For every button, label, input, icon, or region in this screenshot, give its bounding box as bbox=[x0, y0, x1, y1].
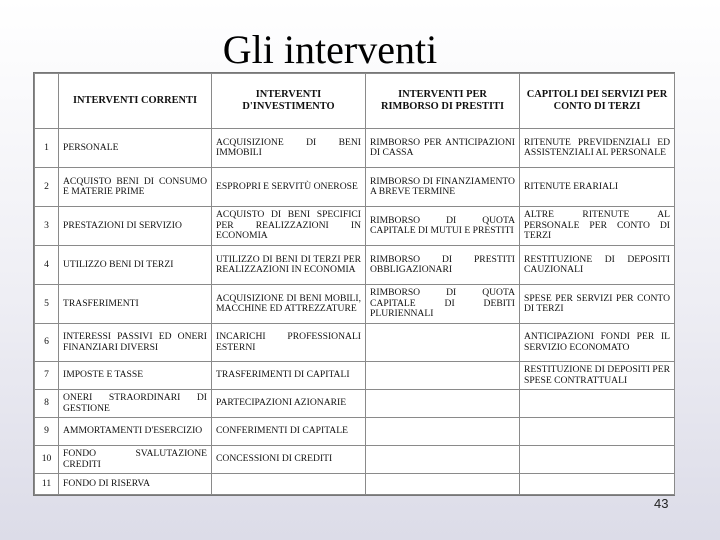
table-row bbox=[35, 207, 675, 246]
header-interventi-correnti: INTERVENTI CORRENTI bbox=[59, 74, 212, 129]
cell-interventi-investimento bbox=[212, 474, 366, 495]
table-row bbox=[35, 129, 675, 168]
cell-interventi-correnti: IMPOSTE E TASSE bbox=[59, 362, 212, 390]
table-row bbox=[35, 446, 675, 474]
table-row bbox=[35, 418, 675, 446]
table-row bbox=[35, 246, 675, 285]
cell-interventi-investimento: ACQUISTO DI BENI SPECIFICI PER REALIZZAZIONI IN ECONOMIA bbox=[212, 207, 366, 246]
row-number: 8 bbox=[35, 390, 59, 418]
table-row bbox=[35, 285, 675, 324]
cell-servizi-conto-terzi: SPESE PER SERVIZI PER CONTO DI TERZI bbox=[520, 285, 675, 324]
cell-servizi-conto-terzi bbox=[520, 418, 675, 446]
cell-interventi-investimento: CONCESSIONI DI CREDITI bbox=[212, 446, 366, 474]
cell-interventi-investimento: PARTECIPAZIONI AZIONARIE bbox=[212, 390, 366, 418]
header-interventi-rimborso-prestiti: INTERVENTI PER RIMBORSO DI PRESTITI bbox=[366, 74, 520, 129]
cell-servizi-conto-terzi bbox=[520, 446, 675, 474]
cell-interventi-correnti: UTILIZZO BENI DI TERZI bbox=[59, 246, 212, 285]
header-capitoli-servizi-terzi: CAPITOLI DEI SERVIZI PER CONTO DI TERZI bbox=[520, 74, 675, 129]
row-number: 9 bbox=[35, 418, 59, 446]
table-body bbox=[35, 129, 675, 495]
cell-rimborso-prestiti: RIMBORSO DI QUOTA CAPITALE DI DEBITI PLURIENNALI bbox=[366, 285, 520, 324]
cell-rimborso-prestiti: RIMBORSO DI QUOTA CAPITALE DI MUTUI E PRESTITI bbox=[366, 207, 520, 246]
cell-interventi-investimento: INCARICHI PROFESSIONALI ESTERNI bbox=[212, 324, 366, 362]
table-row bbox=[35, 474, 675, 495]
table-row bbox=[35, 168, 675, 207]
row-number: 1 bbox=[35, 129, 59, 168]
cell-interventi-correnti: TRASFERIMENTI bbox=[59, 285, 212, 324]
cell-rimborso-prestiti: RIMBORSO PER ANTICIPAZIONI DI CASSA bbox=[366, 129, 520, 168]
row-number: 4 bbox=[35, 246, 59, 285]
row-number: 11 bbox=[35, 474, 59, 495]
cell-interventi-correnti: FONDO DI RISERVA bbox=[59, 474, 212, 495]
row-number: 3 bbox=[35, 207, 59, 246]
cell-rimborso-prestiti: RIMBORSO DI PRESTITI OBBLIGAZIONARI bbox=[366, 246, 520, 285]
cell-interventi-correnti: PRESTAZIONI DI SERVIZIO bbox=[59, 207, 212, 246]
row-number: 2 bbox=[35, 168, 59, 207]
cell-rimborso-prestiti bbox=[366, 446, 520, 474]
cell-rimborso-prestiti: RIMBORSO DI FINANZIAMENTO A BREVE TERMINE bbox=[366, 168, 520, 207]
table-row bbox=[35, 362, 675, 390]
table-row bbox=[35, 390, 675, 418]
header-interventi-investimento: INTERVENTI D'INVESTIMENTO bbox=[212, 74, 366, 129]
header-number bbox=[35, 74, 59, 129]
cell-interventi-investimento: ACQUISIZIONE DI BENI MOBILI, MACCHINE ED ATTREZZATURE bbox=[212, 285, 366, 324]
cell-interventi-correnti: PERSONALE bbox=[59, 129, 212, 168]
row-number: 7 bbox=[35, 362, 59, 390]
cell-servizi-conto-terzi bbox=[520, 390, 675, 418]
cell-servizi-conto-terzi: RITENUTE ERARIALI bbox=[520, 168, 675, 207]
row-number: 5 bbox=[35, 285, 59, 324]
slide-title: Gli interventi bbox=[222, 27, 438, 72]
cell-servizi-conto-terzi: RESTITUZIONE DI DEPOSITI PER SPESE CONTRATTUALI bbox=[520, 362, 675, 390]
interventi-table bbox=[34, 73, 675, 495]
cell-rimborso-prestiti bbox=[366, 390, 520, 418]
cell-rimborso-prestiti bbox=[366, 418, 520, 446]
interventi-table-container bbox=[33, 72, 675, 496]
cell-rimborso-prestiti bbox=[366, 362, 520, 390]
cell-interventi-correnti: FONDO SVALUTAZIONE CREDITI bbox=[59, 446, 212, 474]
cell-rimborso-prestiti bbox=[366, 324, 520, 362]
cell-servizi-conto-terzi: RESTITUZIONE DI DEPOSITI CAUZIONALI bbox=[520, 246, 675, 285]
cell-interventi-correnti: ACQUISTO BENI DI CONSUMO E MATERIE PRIME bbox=[59, 168, 212, 207]
cell-interventi-investimento: TRASFERIMENTI DI CAPITALI bbox=[212, 362, 366, 390]
table-header-row bbox=[35, 74, 675, 129]
table-row bbox=[35, 324, 675, 362]
cell-servizi-conto-terzi: ALTRE RITENUTE AL PERSONALE PER CONTO DI TERZI bbox=[520, 207, 675, 246]
cell-interventi-investimento: CONFERIMENTI DI CAPITALE bbox=[212, 418, 366, 446]
row-number: 6 bbox=[35, 324, 59, 362]
cell-interventi-correnti: ONERI STRAORDINARI DI GESTIONE bbox=[59, 390, 212, 418]
cell-interventi-investimento: UTILIZZO DI BENI DI TERZI PER REALIZZAZIONI IN ECONOMIA bbox=[212, 246, 366, 285]
cell-rimborso-prestiti bbox=[366, 474, 520, 495]
cell-servizi-conto-terzi bbox=[520, 474, 675, 495]
cell-interventi-correnti: AMMORTAMENTI D'ESERCIZIO bbox=[59, 418, 212, 446]
cell-interventi-correnti: INTERESSI PASSIVI ED ONERI FINANZIARI DIVERSI bbox=[59, 324, 212, 362]
cell-interventi-investimento: ACQUISIZIONE DI BENI IMMOBILI bbox=[212, 129, 366, 168]
page-number: 43 bbox=[654, 496, 669, 511]
cell-servizi-conto-terzi: RITENUTE PREVIDENZIALI ED ASSISTENZIALI AL PERSONALE bbox=[520, 129, 675, 168]
cell-interventi-investimento: ESPROPRI E SERVITÙ ONEROSE bbox=[212, 168, 366, 207]
cell-servizi-conto-terzi: ANTICIPAZIONI FONDI PER IL SERVIZIO ECONOMATO bbox=[520, 324, 675, 362]
row-number: 10 bbox=[35, 446, 59, 474]
